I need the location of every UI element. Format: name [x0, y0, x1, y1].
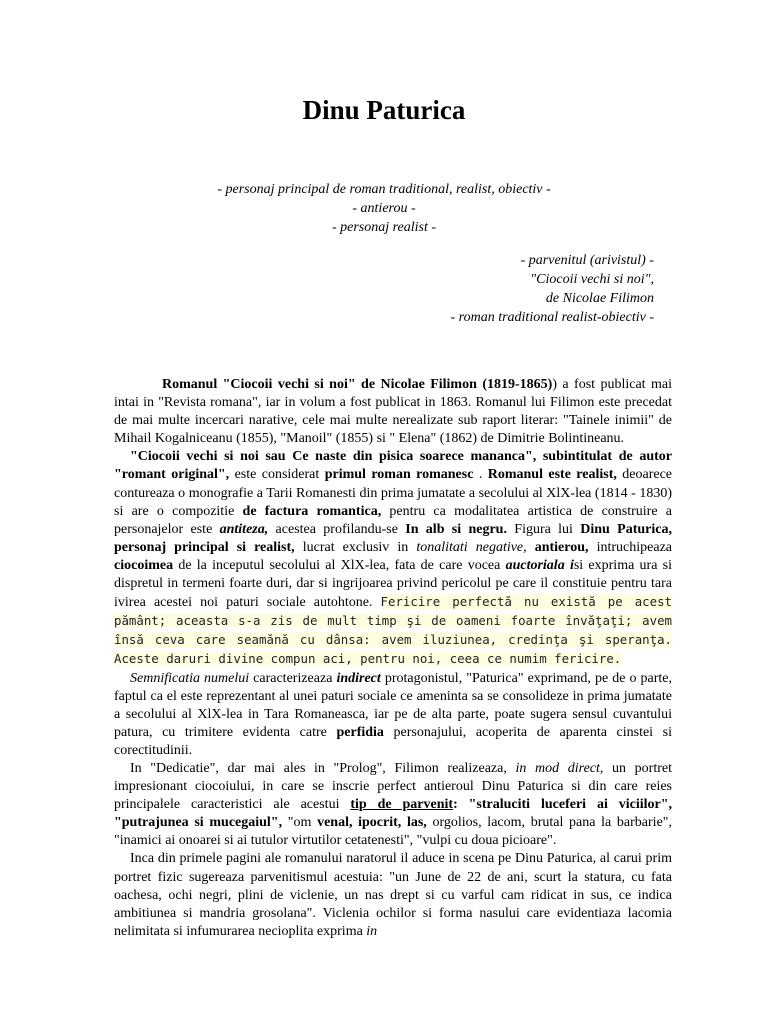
text-span: Figura lui — [506, 521, 581, 537]
right-line: de Nicolae Filimon — [545, 291, 654, 306]
right-line: - parvenitul (arivistul) - — [520, 253, 654, 268]
body-text — [114, 376, 672, 941]
document-title: Dinu Paturica — [302, 95, 466, 125]
right-aligned-block — [451, 251, 655, 327]
bold-span: antierou, — [534, 539, 589, 555]
text-span: In "Dedicatie", dar mai ales in "Prolog", Filimon realizeaza, — [130, 760, 516, 776]
text-span: este considerat — [229, 467, 325, 483]
italic-span: tonalitati negative, — [416, 539, 527, 555]
bold-span: Romanul este realist, — [487, 467, 617, 483]
right-line: "Ciocoii vechi si noi", — [530, 272, 654, 287]
text-span: orgolios, lacom, brutal pana la barbarie", "inamici ai onoarei si ai tutulor virtutilor cetatenesti", "vulpi cu doua picioare". — [114, 815, 672, 849]
subtitle-line: - antierou - — [352, 201, 416, 216]
subtitle-block — [0, 180, 768, 237]
text-span: ) a fost publicat mai intai in "Revista romana", iar in volum a fost publicat in 1863. Romanul lui Filimon este precedat de mai multe incercari narative, cele mai multe nerealizate sub raport literar: "Tainele inimii" de Mihail Kogalniceanu (1855), "Manoil" (1855) si " Elena" (1862) de Dimitrie Bolintineanu. — [114, 377, 672, 447]
italic-span: in mod direct, — [515, 760, 604, 776]
bold-span: de factura romantica, — [242, 503, 382, 519]
paragraph-intro — [114, 376, 672, 448]
text-span: personajului, acoperita de aparenta cinstei si corectitudinii. — [114, 724, 672, 758]
subtitle-line: - personaj realist - — [331, 220, 437, 235]
italic-span: Semnificatia numelui — [130, 670, 250, 686]
text-span: si exprima ura si dispretul in termeni foarte duri, dar si ingrijoarea privind pericolul pe care il constituie pentru tara ivirea acestei noi paturi sociale autohtone. — [114, 557, 672, 611]
text-span — [527, 540, 535, 555]
bold-underline-span: tip de parvenit — [350, 797, 454, 813]
text-span: deoarece contureaza o monografie a Tarii Romanesti din prima jumatate a secolului al XlX-lea (1814 - 1830) si are o compozitie — [114, 467, 673, 519]
bold-paren: ) — [547, 377, 553, 392]
paragraph-name-meaning — [114, 670, 672, 760]
bold-italic-span: i — [569, 557, 574, 573]
bold-span: ciocoimea — [114, 557, 174, 573]
paragraph-novel — [114, 448, 672, 669]
subtitle-line: - personaj principal de roman traditional, realist, obiectiv - — [217, 182, 551, 197]
bold-italic-span: auctoriala — [505, 557, 565, 573]
bold-italic-span: antiteza, — [219, 521, 269, 537]
text-span: Inca din primele pagini ale romanului naratorul il aduce in scena pe Dinu Paturica, al carui prim portret fizic sugereaza parvenitismul acestuia: "un June de 22 de ani, scurt la statura, cu fata oachesa, ochi negri, plini de viclenie, un nas drept si cu varful cam ridicat in sus, ce indica ambitiunea si mandria grosolana". Viclenia ochilor si forma nasului care evidentiaza lacomia nelimitata si infumurarea necioplita exprima — [114, 851, 672, 939]
text-span: de la inceputul secolului al XlX-lea, fata de care vocea — [173, 557, 506, 573]
bold-span: venal, ipocrit, las, — [317, 815, 427, 831]
bold-italic-span: indirect — [336, 670, 381, 686]
text-span: un portret impresionant ciocoiului, in care se inscrie perfect antieroul Dinu Paturica si din care reies principalele caracteristici ale acestui — [114, 760, 672, 813]
text-span: acestea profilandu-se — [268, 521, 406, 537]
paragraph-dedication — [114, 760, 672, 850]
text-span: lucrat exclusiv in — [294, 539, 417, 555]
bold-span: : "straluciti luceferi ai viciilor", "putrajunea si mucegaiul", — [114, 797, 672, 831]
italic-span: in — [366, 923, 378, 939]
text-span: caracterizeaza — [249, 670, 337, 686]
text-span: pentru ca modalitatea artistica de construire a personajelor este — [114, 503, 672, 537]
bold-span: In alb si negru. — [405, 521, 507, 537]
bold-span: Romanul "Ciocoii vechi si noi" de Nicolae Filimon (1819-1865 — [162, 377, 548, 392]
highlighted-quote: Fericire perfectă nu există pe acest pământ; aceasta s-a zis de mult timp şi de oameni foarte învăţaţi; avem însă ceva care seamănă cu dânsa: avem iluziunea, credinţa şi speranţa. Aceste daruri divine compun aci, pentru noi, ceea ce numim fericire. — [114, 594, 672, 667]
right-line: - roman traditional realist-obiectiv - — [450, 310, 654, 325]
bold-span: perfidia — [336, 724, 384, 740]
text-span: protagonistul, "Paturica" exprimand, pe de o parte, faptul ca el este reprezentant al unei paturi sociale ce ameninta sa se consolideze in prima jumatate a secolului al XlX-lea in Tara Romaneasca, iar pe de alta parte, poate sugera sensul cuvantului patura, cu trimitere evidenta catre — [114, 670, 672, 740]
text-span: intruchipeaza — [588, 539, 672, 555]
paragraph-portrait — [114, 850, 672, 940]
text-span: "om — [282, 815, 318, 831]
bold-span: Dinu Paturica, personaj principal si realist, — [114, 521, 672, 555]
bold-span: primul roman romanesc — [324, 467, 474, 483]
bold-span: "Ciocoii vechi si noi sau Ce naste din pisica soarece mananca", subintitulat de autor "romant original", — [114, 449, 672, 483]
text-span: . — [473, 467, 488, 483]
